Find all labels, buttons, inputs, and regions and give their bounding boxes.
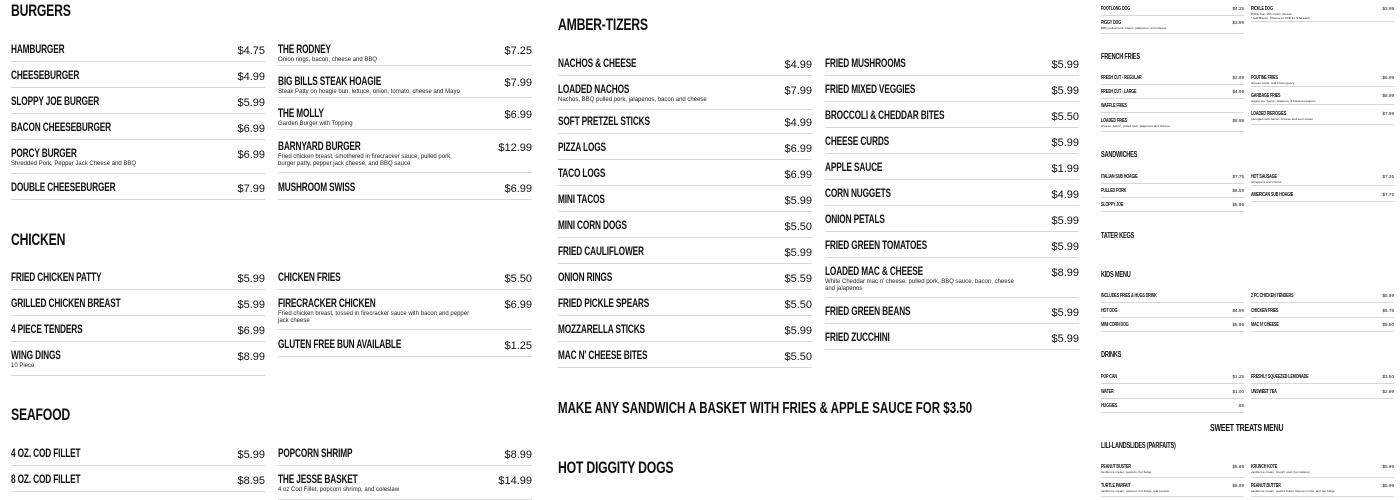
menu-item-name: MINI CORN DOGS xyxy=(558,220,627,232)
menu-item xyxy=(1251,172,1394,186)
menu-item xyxy=(11,268,265,290)
menu-item xyxy=(558,54,812,76)
menu-item xyxy=(1101,172,1244,184)
menu-item-description: vanilla ice cream, peanuts, hot fudge xyxy=(1101,470,1152,474)
menu-item xyxy=(278,178,532,200)
menu-item-price: $7.99 xyxy=(237,183,265,195)
menu-item xyxy=(825,132,1079,154)
menu-item-description: Fried chicken breast, tossed in firecracker sauce with bacon and pepper jack cheese xyxy=(278,311,470,324)
section-title-ambertizers: AMBER-TIZERS xyxy=(558,15,648,34)
menu-item-name: BROCCOLI & CHEDDAR BITES xyxy=(825,110,945,122)
menu-item-price: $5.99 xyxy=(1232,483,1244,488)
menu-item-price: $7.75 xyxy=(1382,192,1394,197)
menu-item-name: TACO LOGS xyxy=(558,168,606,180)
menu-item xyxy=(825,54,1079,76)
menu-item-price: $5.99 xyxy=(1382,293,1394,298)
section-title-seafood: SEAFOOD xyxy=(11,405,71,424)
menu-item-name: GLUTEN FREE BUN AVAILABLE xyxy=(278,339,402,351)
menu-item-name: PEANUT BUSTER xyxy=(1101,464,1131,470)
menu-item-price: $6.99 xyxy=(237,123,265,135)
menu-item-name: SLOPPY JOE xyxy=(1101,202,1124,208)
menu-item-name: FIRECRACKER CHICKEN xyxy=(278,298,376,310)
menu-item-name: FRIED CHICKEN PATTY xyxy=(11,272,102,284)
menu-item-price: $12.99 xyxy=(498,142,532,154)
menu-item-price: $7.99 xyxy=(784,85,812,97)
menu-item-price: $5.99 xyxy=(237,273,265,285)
menu-item-price: $7.99 xyxy=(504,77,532,89)
menu-item-price: $1.25 xyxy=(1232,374,1244,379)
menu-item xyxy=(1101,4,1244,16)
menu-item-name: FRIED PICKLE SPEARS xyxy=(558,298,650,310)
menu-item xyxy=(1251,372,1394,384)
menu-item xyxy=(1101,101,1244,113)
menu-item-description: Onion rings, bacon, cheese and BBQ xyxy=(278,57,378,63)
menu-item-name: TURTLE PARFAIT xyxy=(1101,483,1131,489)
sweet-treats-subtitle: LILI-LANDSLIDES (PARFAITS) xyxy=(1101,441,1176,450)
menu-item-name: POPCORN SHRIMP xyxy=(278,448,353,460)
menu-item-price: $5.99 xyxy=(1051,59,1079,71)
menu-item-name: DOUBLE CHEESEBURGER xyxy=(11,182,116,194)
menu-item-note: * Add Bacon, Cheese or Chili for $.60 each xyxy=(1251,15,1310,20)
menu-item xyxy=(1251,109,1394,125)
menu-item-price: $6.99 xyxy=(237,149,265,161)
menu-item xyxy=(1251,291,1394,303)
menu-item-name: POP CAN xyxy=(1101,374,1117,380)
menu-item-description: cheese, bacon, pulled pork, jalapenos and cheese xyxy=(1101,124,1170,128)
menu-item-price: $4.25 xyxy=(1232,6,1244,11)
menu-item xyxy=(278,294,532,330)
menu-item-price: $5.99 xyxy=(237,97,265,109)
section-title-tater-kegs: TATER KEGS xyxy=(1101,231,1135,240)
menu-item-name: LOADED PIEROGIES xyxy=(1251,111,1287,117)
menu-item-name: CORN NUGGETS xyxy=(825,188,891,200)
menu-item-price: $4.99 xyxy=(237,71,265,83)
menu-item-price: $5.50 xyxy=(784,351,812,363)
menu-item-price: $6.99 xyxy=(784,143,812,155)
menu-item-price: $5.99 xyxy=(784,325,812,337)
menu-item-description: Nachos, BBQ pulled pork, jalapenos, bacon and cheese xyxy=(558,97,707,103)
menu-item-name: HUGGIES xyxy=(1101,403,1118,409)
menu-item xyxy=(11,346,265,376)
menu-item xyxy=(1101,306,1244,318)
menu-item-price: $5.50 xyxy=(1051,111,1079,123)
menu-item-name: FRESHLY SQUEEZED LEMONADE xyxy=(1251,374,1309,380)
basket-promo-banner: MAKE ANY SANDWICH A BASKET WITH FRIES & APPLE SAUCE FOR $3.50 xyxy=(558,400,973,417)
menu-item-description: pierogies with bacon, cheese and sour cream xyxy=(1251,117,1314,121)
menu-item-price: $5.99 xyxy=(1232,464,1244,469)
menu-item-name: PORCY BURGER xyxy=(11,148,77,160)
menu-item-price: $6.99 xyxy=(1382,75,1394,80)
menu-item-price: $6.99 xyxy=(504,109,532,121)
menu-item-name: FRIED MUSHROOMS xyxy=(825,58,906,70)
menu-item-price: $4.99 xyxy=(784,117,812,129)
menu-item-name: HOT SAUSAGE xyxy=(1251,174,1277,180)
menu-item-price: $5.50 xyxy=(784,299,812,311)
menu-item-name: LOADED NACHOS xyxy=(558,84,630,96)
menu-item-name: BIG BILLS STEAK HOAGIE xyxy=(278,76,382,88)
menu-item-description: cheese curds, and brown gravy xyxy=(1251,81,1294,85)
menu-item-price: $8.95 xyxy=(237,475,265,487)
menu-item-name: MAC N' CHEESE BITES xyxy=(558,350,648,362)
menu-item xyxy=(558,294,812,316)
menu-item-name: CHEESE CURDS xyxy=(825,136,890,148)
menu-item xyxy=(825,158,1079,180)
menu-item-price: $3.99 xyxy=(1382,6,1394,11)
menu-item-name: PULLED PORK xyxy=(1101,188,1127,194)
menu-item xyxy=(1101,372,1244,384)
menu-item-price: $4.99 xyxy=(1232,89,1244,94)
menu-item-name: GARBAGE FRIES xyxy=(1251,93,1281,99)
menu-item xyxy=(558,216,812,238)
menu-item-price: $5.99 xyxy=(1051,85,1079,97)
menu-item-price: $3.99 xyxy=(1232,20,1244,25)
menu-item-name: POUTINE FRIES xyxy=(1251,75,1278,81)
menu-item-price: $8.99 xyxy=(1232,118,1244,123)
menu-item-name: APPLE SAUCE xyxy=(825,162,883,174)
menu-item-description: sloppy joe, bacon, jalapeno, & banana peppers xyxy=(1251,99,1316,103)
menu-item xyxy=(558,80,812,110)
menu-item-name: ONION RINGS xyxy=(558,272,613,284)
menu-item xyxy=(1101,186,1244,198)
menu-item-description: w/peppers and onions xyxy=(1251,180,1282,184)
menu-item-price: $5.50 xyxy=(1382,322,1394,327)
menu-item-price: $8.99 xyxy=(237,351,265,363)
menu-item xyxy=(1101,481,1244,497)
menu-item-price: $5.59 xyxy=(784,273,812,285)
menu-item xyxy=(278,72,532,98)
menu-item-name: HOT DOG xyxy=(1101,308,1118,314)
menu-item-description: Pickle bun with cream cheese xyxy=(1251,12,1292,16)
menu-item xyxy=(1101,18,1244,34)
menu-item-price: $5.99 xyxy=(784,247,812,259)
menu-item xyxy=(11,178,265,200)
menu-item-name: KRUNCH KOTE xyxy=(1251,464,1278,470)
menu-item-name: 4 OZ. COD FILLET xyxy=(11,448,81,460)
menu-item-name: 2 PC CHICKEN TENDERS xyxy=(1251,293,1294,299)
menu-item-name: CHEESEBURGER xyxy=(11,70,80,82)
menu-item xyxy=(825,106,1079,128)
menu-item xyxy=(1251,320,1394,332)
menu-item xyxy=(558,268,812,290)
menu-item-price: $14.99 xyxy=(498,475,532,487)
menu-item xyxy=(11,144,265,174)
menu-item-price: $5.99 xyxy=(1232,322,1244,327)
menu-item xyxy=(1101,291,1244,303)
menu-item-price: $5.99 xyxy=(237,449,265,461)
menu-item xyxy=(1101,387,1244,399)
section-title-chicken: CHICKEN xyxy=(11,230,66,249)
menu-item-name: FRESH CUT - REGULAR xyxy=(1101,75,1142,81)
menu-item-description: Shredded Pork, Pepper Jack Cheese and BBQ xyxy=(11,161,137,167)
menu-item-price: $5.99 xyxy=(784,195,812,207)
menu-item xyxy=(1251,306,1394,318)
menu-item-description: vanilla ice cream, peanut butter, Reese's cups, and hot fudge xyxy=(1251,489,1335,493)
menu-item-name: FRIED CAULIFLOWER xyxy=(558,246,644,258)
section-title-french-fries: FRENCH FRIES xyxy=(1101,52,1140,61)
menu-item xyxy=(11,470,265,492)
menu-item xyxy=(558,242,812,264)
menu-item-name: GRILLED CHICKEN BREAST xyxy=(11,298,121,310)
menu-item-name: FRIED MIXED VEGGIES xyxy=(825,84,916,96)
menu-item-name: PIGGY DOG xyxy=(1101,20,1122,26)
menu-item-name: LOADED MAC & CHEESE xyxy=(825,266,924,278)
menu-item xyxy=(558,346,812,368)
menu-item xyxy=(1251,387,1394,399)
menu-item-name: LOADED FRIES xyxy=(1101,118,1128,124)
menu-item xyxy=(1251,73,1394,87)
menu-item-name: FRIED GREEN BEANS xyxy=(825,306,911,318)
menu-item xyxy=(1251,462,1394,478)
menu-item-price: $7.99 xyxy=(1382,111,1394,116)
menu-item-price: $1.25 xyxy=(504,340,532,352)
menu-item-name: PEANUT BUTTER xyxy=(1251,483,1281,489)
menu-item-name: CHICKEN FRIES xyxy=(278,272,341,284)
menu-item-price: $3.50 xyxy=(1382,374,1394,379)
menu-item-name: ONION PETALS xyxy=(825,214,885,226)
menu-item-price: $5.99 xyxy=(1051,215,1079,227)
menu-item xyxy=(11,118,265,140)
menu-item-price: $5.50 xyxy=(504,273,532,285)
menu-item-name: NACHOS & CHEESE xyxy=(558,58,637,70)
menu-item xyxy=(825,328,1079,350)
menu-item xyxy=(825,210,1079,232)
menu-item-name: THE RODNEY xyxy=(278,44,331,56)
menu-item xyxy=(1101,73,1244,85)
menu-item-name: WAFFLE FRIES xyxy=(1101,103,1127,109)
menu-item-description: vanilla ice cream, crunch coat, hot caramel xyxy=(1251,470,1310,474)
menu-item-price: $5.99 xyxy=(1051,241,1079,253)
menu-item-description: 4 oz Cod Fillet, popcorn shrimp, and coleslaw xyxy=(278,487,400,493)
menu-item-price: $7.25 xyxy=(1382,174,1394,179)
menu-item-price: $4.99 xyxy=(1232,308,1244,313)
menu-item-price: $6.59 xyxy=(1232,188,1244,193)
menu-item-price: $5.99 xyxy=(1382,483,1394,488)
menu-item xyxy=(1101,116,1244,132)
menu-item xyxy=(278,40,532,66)
menu-item xyxy=(1101,462,1244,478)
menu-item-name: MOZZARELLA STICKS xyxy=(558,324,645,336)
menu-item-name: FRESH CUT - LARGE xyxy=(1101,89,1137,95)
menu-item xyxy=(825,262,1079,298)
menu-item-price: $5.99 xyxy=(1051,333,1079,345)
menu-item-name: SLOPPY JOE BURGER xyxy=(11,96,100,108)
menu-item-price: $1.99 xyxy=(1051,163,1079,175)
menu-item xyxy=(1101,401,1244,413)
menu-item xyxy=(558,164,812,186)
menu-item-price: $5.99 xyxy=(237,299,265,311)
menu-item-name: THE MOLLY xyxy=(278,108,324,120)
menu-item xyxy=(825,302,1079,324)
menu-item-price: $4.99 xyxy=(1051,189,1079,201)
menu-item-name: WING DINGS xyxy=(11,350,61,362)
menu-item xyxy=(1251,91,1394,105)
menu-item xyxy=(558,112,812,134)
menu-item-name: HAMBURGER xyxy=(11,44,65,56)
menu-item-price: $6.99 xyxy=(504,183,532,195)
menu-item xyxy=(825,236,1079,258)
menu-item xyxy=(278,470,532,500)
menu-item xyxy=(278,268,532,290)
menu-item-price: $7.75 xyxy=(1232,174,1244,179)
menu-item xyxy=(1101,200,1244,212)
menu-item-name: PICKLE DOG xyxy=(1251,6,1273,12)
menu-item-name: BARNYARD BURGER xyxy=(278,141,361,153)
section-title-sandwiches: SANDWICHES xyxy=(1101,150,1138,159)
menu-item-price: $4.99 xyxy=(784,59,812,71)
menu-item xyxy=(11,40,265,62)
menu-item-name: BACON CHEESEBURGER xyxy=(11,122,112,134)
menu-item-price: $5.99 xyxy=(1382,464,1394,469)
menu-item xyxy=(278,444,532,466)
menu-item xyxy=(278,104,532,130)
menu-item-description: 10 Piece xyxy=(11,363,35,369)
menu-item xyxy=(1251,190,1394,202)
menu-item-description: White Cheddar mac n' cheese, pulled pork, BBQ sauce, bacon, cheese and jalapenos xyxy=(825,279,1014,292)
menu-item-price: $5.99 xyxy=(1051,137,1079,149)
menu-item-name: INCLUDES FRIES & HUGS DRINK xyxy=(1101,293,1157,299)
menu-item-price: $6.99 xyxy=(504,299,532,311)
section-title-sweet-treats: SWEET TREATS MENU xyxy=(1210,423,1284,434)
section-title-hot-dogs: HOT DIGGITY DOGS xyxy=(558,458,674,477)
menu-item-name: FRIED GREEN TOMATOES xyxy=(825,240,928,252)
menu-item-price: $8.99 xyxy=(1051,267,1079,279)
menu-item xyxy=(558,190,812,212)
menu-item-name: UNSWEET TEA xyxy=(1251,389,1277,395)
menu-item-price: $4.75 xyxy=(237,45,265,57)
menu-item-name: MAC N' CHEESE xyxy=(1251,322,1279,328)
menu-item-price: $3.99 xyxy=(1232,75,1244,80)
menu-item-description: Steak Patty on hoagie bun, lettuce, onion, tomato, cheese and Mayo xyxy=(278,89,460,95)
menu-item-name: 4 PIECE TENDERS xyxy=(11,324,83,336)
menu-item-name: MINI CORN DOG xyxy=(1101,322,1129,328)
menu-item-name: 8 OZ. COD FILLET xyxy=(11,474,81,486)
menu-item-name: ITALIAN SUB HOAGIE xyxy=(1101,174,1138,180)
menu-item xyxy=(1251,4,1394,22)
menu-item xyxy=(11,444,265,466)
menu-item-name: AMERICAN SUB HOAGIE xyxy=(1251,192,1294,198)
menu-item-price: $7.25 xyxy=(504,45,532,57)
menu-item xyxy=(1251,481,1394,497)
section-title-kids-menu: KIDS MENU xyxy=(1101,270,1131,279)
menu-item xyxy=(11,92,265,114)
menu-item-price: $6.99 xyxy=(237,325,265,337)
menu-item-price: $5.50 xyxy=(784,221,812,233)
section-title-drinks: DRINKS xyxy=(1101,350,1122,359)
menu-item-price: $8.99 xyxy=(1382,93,1394,98)
menu-item-name: PIZZA LOGS xyxy=(558,142,606,154)
menu-item-description: vanilla ice cream, caramel, hot fudge, and pecans xyxy=(1101,489,1170,493)
menu-item xyxy=(11,320,265,342)
menu-item-description: Fried chicken breast, smothered in firecracker sauce, pulled pork, burger patty, pepper jack cheese, and BBQ sauce xyxy=(278,154,452,167)
menu-item xyxy=(1101,320,1244,332)
menu-item-name: MINI TACOS xyxy=(558,194,605,206)
menu-item-name: MUSHROOM SWISS xyxy=(278,182,356,194)
menu-item-price: $5.75 xyxy=(1382,308,1394,313)
menu-item xyxy=(825,184,1079,206)
menu-item xyxy=(558,320,812,342)
menu-item xyxy=(11,66,265,88)
menu-item-name: FRIED ZUCCHINI xyxy=(825,332,890,344)
menu-item-name: WATER xyxy=(1101,389,1114,395)
menu-item xyxy=(558,138,812,160)
menu-item xyxy=(278,137,532,173)
menu-item-name: FOOTLONG DOG xyxy=(1101,6,1131,12)
menu-item xyxy=(11,294,265,316)
menu-item-name: SOFT PRETZEL STICKS xyxy=(558,116,650,128)
section-title-burgers: BURGERS xyxy=(11,1,71,20)
menu-item-description: Garden Burger with Topping xyxy=(278,121,353,127)
menu-item xyxy=(278,335,532,357)
menu-item-price: $5.99 xyxy=(1051,307,1079,319)
menu-item-name: CHICKEN FRIES xyxy=(1251,308,1279,314)
menu-item-price: $8.99 xyxy=(504,449,532,461)
menu-item xyxy=(1101,87,1244,99)
menu-item-description: BBQ pulled pork, bacon, jalapenos, and cheese xyxy=(1101,26,1167,30)
menu-item-price: $2.99 xyxy=(1382,389,1394,394)
menu-item-name: THE JESSE BASKET xyxy=(278,474,358,486)
menu-item-price: $6.99 xyxy=(784,169,812,181)
menu-item-price: $1.00 xyxy=(1232,389,1244,394)
menu-item-price: .85 xyxy=(1237,403,1244,408)
menu-item xyxy=(825,80,1079,102)
menu-item-price: $5.99 xyxy=(1232,202,1244,207)
